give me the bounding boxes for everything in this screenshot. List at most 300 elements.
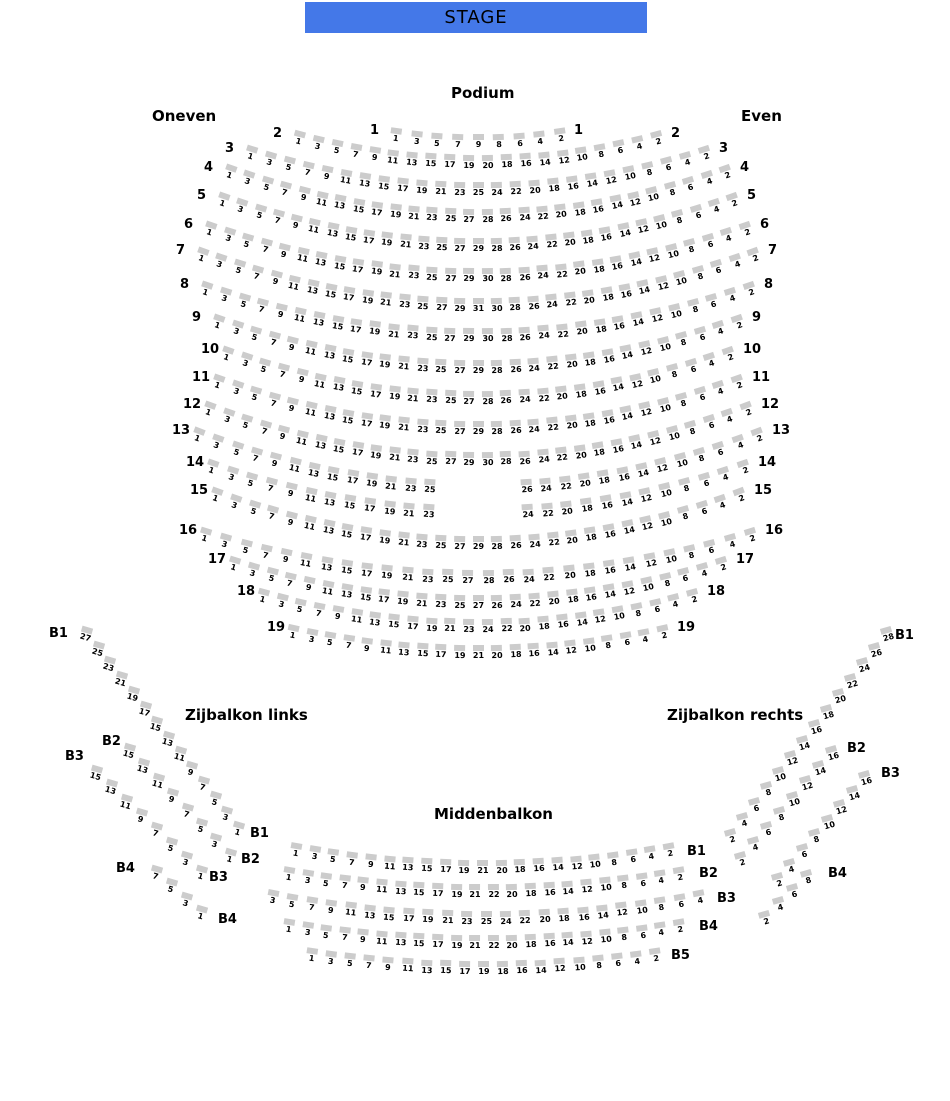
seat[interactable] bbox=[662, 181, 682, 202]
seat[interactable] bbox=[290, 307, 309, 327]
seat[interactable] bbox=[422, 479, 439, 497]
seat[interactable] bbox=[414, 357, 431, 375]
seat[interactable] bbox=[322, 899, 340, 918]
seat[interactable] bbox=[451, 595, 467, 612]
seat[interactable] bbox=[676, 476, 696, 497]
seat[interactable] bbox=[399, 958, 416, 976]
seat[interactable] bbox=[400, 857, 417, 875]
seat[interactable] bbox=[582, 586, 600, 605]
seat[interactable] bbox=[471, 645, 487, 662]
seat[interactable] bbox=[385, 323, 403, 342]
seat[interactable] bbox=[664, 424, 684, 445]
seat[interactable] bbox=[362, 853, 380, 872]
seat[interactable] bbox=[498, 451, 515, 469]
seat[interactable] bbox=[467, 884, 483, 901]
seat[interactable] bbox=[517, 326, 534, 344]
seat[interactable] bbox=[637, 486, 656, 506]
seat[interactable] bbox=[645, 429, 665, 449]
seat[interactable] bbox=[605, 851, 623, 870]
seat[interactable] bbox=[563, 414, 581, 433]
seat[interactable] bbox=[673, 330, 693, 351]
seat[interactable] bbox=[480, 328, 496, 345]
seat[interactable] bbox=[578, 879, 595, 897]
seat[interactable] bbox=[517, 617, 534, 635]
seat[interactable] bbox=[442, 154, 459, 172]
seat[interactable] bbox=[439, 910, 456, 928]
seat[interactable] bbox=[297, 552, 316, 572]
seat[interactable] bbox=[341, 952, 359, 971]
seat[interactable] bbox=[298, 869, 316, 888]
seat[interactable] bbox=[646, 368, 666, 388]
seat[interactable] bbox=[392, 880, 409, 898]
seat[interactable] bbox=[573, 320, 591, 339]
seat[interactable] bbox=[581, 637, 599, 656]
seat[interactable] bbox=[375, 175, 393, 194]
seat[interactable] bbox=[672, 451, 692, 472]
seat[interactable] bbox=[527, 179, 544, 197]
seat[interactable] bbox=[457, 961, 473, 978]
seat[interactable] bbox=[648, 129, 668, 150]
seat[interactable] bbox=[694, 561, 714, 582]
seat[interactable] bbox=[176, 891, 196, 912]
seat[interactable] bbox=[621, 165, 640, 185]
seat[interactable] bbox=[526, 418, 543, 436]
seat[interactable] bbox=[347, 318, 365, 337]
seat[interactable] bbox=[720, 345, 741, 366]
seat[interactable] bbox=[241, 471, 261, 492]
seat[interactable] bbox=[599, 408, 618, 428]
seat[interactable] bbox=[338, 523, 357, 543]
seat[interactable] bbox=[356, 172, 374, 191]
seat[interactable] bbox=[572, 444, 590, 463]
seat[interactable] bbox=[552, 127, 570, 146]
seat[interactable] bbox=[575, 906, 592, 924]
seat[interactable] bbox=[512, 859, 529, 877]
seat[interactable] bbox=[414, 533, 431, 551]
seat[interactable] bbox=[602, 168, 621, 188]
seat[interactable] bbox=[526, 357, 543, 375]
seat[interactable] bbox=[724, 191, 745, 212]
seat[interactable] bbox=[411, 882, 428, 900]
seat[interactable] bbox=[562, 639, 580, 658]
seat[interactable] bbox=[392, 932, 409, 950]
seat[interactable] bbox=[321, 490, 340, 510]
seat[interactable] bbox=[552, 203, 570, 222]
seat[interactable] bbox=[701, 413, 721, 434]
seat[interactable] bbox=[404, 616, 421, 634]
seat[interactable] bbox=[471, 360, 487, 377]
seat[interactable] bbox=[324, 465, 343, 485]
seat[interactable] bbox=[418, 858, 435, 876]
seat[interactable] bbox=[507, 297, 524, 315]
seat[interactable] bbox=[479, 911, 495, 928]
seat[interactable] bbox=[280, 866, 299, 885]
seat[interactable] bbox=[423, 617, 440, 635]
seat[interactable] bbox=[611, 139, 630, 159]
seat[interactable] bbox=[423, 153, 440, 171]
seat[interactable] bbox=[557, 475, 575, 494]
seat[interactable] bbox=[518, 479, 535, 497]
seat[interactable] bbox=[729, 433, 750, 454]
seat[interactable] bbox=[639, 160, 659, 180]
seat[interactable] bbox=[195, 526, 215, 547]
seat[interactable] bbox=[442, 390, 459, 408]
seat[interactable] bbox=[691, 446, 711, 467]
seat[interactable] bbox=[328, 314, 347, 333]
seat[interactable] bbox=[722, 532, 742, 553]
seat[interactable] bbox=[573, 611, 591, 630]
seat[interactable] bbox=[395, 531, 413, 550]
seat[interactable] bbox=[461, 268, 477, 285]
seat[interactable] bbox=[381, 500, 399, 519]
seat[interactable] bbox=[580, 289, 598, 308]
seat[interactable] bbox=[636, 340, 655, 360]
seat[interactable] bbox=[598, 494, 617, 513]
seat[interactable] bbox=[608, 254, 627, 274]
seat[interactable] bbox=[202, 458, 223, 479]
seat[interactable] bbox=[601, 583, 620, 602]
seat[interactable] bbox=[619, 519, 638, 539]
seat[interactable] bbox=[507, 237, 524, 255]
seat[interactable] bbox=[222, 465, 242, 486]
seat[interactable] bbox=[317, 924, 335, 943]
seat[interactable] bbox=[480, 268, 496, 285]
seat[interactable] bbox=[573, 146, 591, 165]
seat[interactable] bbox=[489, 182, 505, 199]
seat[interactable] bbox=[590, 441, 609, 460]
seat[interactable] bbox=[300, 575, 319, 595]
seat[interactable] bbox=[383, 475, 401, 494]
seat[interactable] bbox=[582, 526, 600, 545]
seat[interactable] bbox=[544, 356, 562, 374]
seat[interactable] bbox=[517, 153, 534, 171]
seat[interactable] bbox=[687, 203, 707, 224]
seat[interactable] bbox=[719, 407, 740, 428]
seat[interactable] bbox=[507, 420, 524, 438]
seat[interactable] bbox=[715, 465, 735, 486]
seat[interactable] bbox=[480, 155, 496, 172]
seat[interactable] bbox=[424, 207, 441, 225]
seat[interactable] bbox=[695, 471, 715, 492]
seat[interactable] bbox=[508, 181, 525, 199]
seat[interactable] bbox=[516, 207, 533, 225]
seat[interactable] bbox=[633, 899, 651, 918]
seat[interactable] bbox=[317, 165, 336, 185]
seat[interactable] bbox=[749, 426, 770, 448]
seat[interactable] bbox=[265, 451, 285, 472]
seat[interactable] bbox=[317, 872, 335, 891]
seat[interactable] bbox=[664, 363, 684, 384]
seat[interactable] bbox=[283, 624, 302, 644]
seat[interactable] bbox=[586, 853, 604, 872]
seat[interactable] bbox=[610, 605, 629, 625]
seat[interactable] bbox=[310, 601, 329, 621]
seat[interactable] bbox=[339, 348, 358, 367]
seat[interactable] bbox=[595, 469, 614, 488]
seat[interactable] bbox=[396, 294, 414, 312]
seat[interactable] bbox=[471, 298, 487, 315]
seat[interactable] bbox=[414, 643, 431, 661]
seat[interactable] bbox=[317, 556, 336, 575]
seat[interactable] bbox=[636, 400, 655, 420]
seat[interactable] bbox=[599, 634, 617, 653]
seat[interactable] bbox=[610, 314, 629, 333]
seat[interactable] bbox=[261, 476, 281, 497]
seat[interactable] bbox=[395, 416, 413, 435]
seat[interactable] bbox=[285, 457, 305, 477]
seat[interactable] bbox=[377, 639, 395, 658]
seat[interactable] bbox=[376, 529, 394, 548]
seat[interactable] bbox=[303, 947, 321, 966]
seat[interactable] bbox=[430, 883, 447, 901]
seat[interactable] bbox=[452, 645, 468, 662]
seat[interactable] bbox=[718, 226, 738, 247]
seat[interactable] bbox=[228, 820, 248, 841]
seat[interactable] bbox=[386, 385, 404, 404]
seat[interactable] bbox=[133, 757, 153, 778]
seat[interactable] bbox=[708, 258, 728, 279]
seat[interactable] bbox=[399, 567, 416, 585]
seat[interactable] bbox=[467, 935, 483, 952]
seat[interactable] bbox=[498, 327, 515, 345]
seat[interactable] bbox=[461, 452, 477, 469]
seat[interactable] bbox=[402, 477, 419, 495]
seat[interactable] bbox=[394, 591, 412, 609]
seat[interactable] bbox=[560, 880, 577, 898]
seat[interactable] bbox=[430, 934, 447, 952]
seat[interactable] bbox=[433, 359, 450, 377]
seat[interactable] bbox=[498, 154, 515, 172]
seat[interactable] bbox=[628, 601, 647, 621]
seat[interactable] bbox=[283, 892, 302, 912]
seat[interactable] bbox=[710, 440, 730, 461]
seat[interactable] bbox=[597, 877, 615, 896]
seat[interactable] bbox=[452, 360, 468, 377]
seat[interactable] bbox=[429, 132, 446, 150]
seat[interactable] bbox=[471, 421, 487, 438]
seat[interactable] bbox=[620, 579, 639, 599]
seat[interactable] bbox=[381, 855, 398, 873]
seat[interactable] bbox=[298, 921, 316, 940]
seat[interactable] bbox=[486, 935, 502, 952]
seat[interactable] bbox=[358, 351, 376, 370]
seat[interactable] bbox=[421, 504, 438, 522]
seat[interactable] bbox=[489, 360, 505, 377]
seat[interactable] bbox=[319, 579, 338, 599]
seat[interactable] bbox=[495, 961, 511, 978]
seat[interactable] bbox=[420, 909, 437, 927]
seat[interactable] bbox=[471, 536, 487, 553]
seat[interactable] bbox=[738, 400, 759, 422]
seat[interactable] bbox=[461, 391, 477, 408]
seat[interactable] bbox=[327, 139, 346, 159]
seat[interactable] bbox=[452, 238, 468, 255]
seat[interactable] bbox=[616, 282, 635, 302]
seat[interactable] bbox=[373, 879, 390, 897]
seat[interactable] bbox=[581, 562, 599, 581]
seat[interactable] bbox=[653, 274, 673, 294]
seat[interactable] bbox=[609, 952, 627, 971]
seat[interactable] bbox=[475, 860, 491, 877]
seat[interactable] bbox=[710, 379, 731, 400]
seat[interactable] bbox=[526, 643, 543, 661]
seat[interactable] bbox=[633, 218, 652, 238]
seat[interactable] bbox=[641, 552, 660, 572]
seat[interactable] bbox=[541, 567, 558, 585]
seat[interactable] bbox=[508, 535, 525, 553]
seat[interactable] bbox=[461, 328, 477, 345]
seat[interactable] bbox=[742, 526, 762, 547]
seat[interactable] bbox=[536, 909, 553, 927]
seat[interactable] bbox=[690, 264, 710, 285]
seat[interactable] bbox=[579, 229, 597, 248]
seat[interactable] bbox=[471, 238, 487, 255]
seat[interactable] bbox=[303, 896, 321, 915]
seat[interactable] bbox=[693, 499, 713, 520]
seat[interactable] bbox=[301, 340, 320, 360]
seat[interactable] bbox=[289, 129, 309, 150]
seat[interactable] bbox=[413, 592, 430, 610]
seat[interactable] bbox=[424, 266, 441, 284]
seat[interactable] bbox=[405, 387, 422, 405]
seat[interactable] bbox=[264, 889, 283, 909]
seat[interactable] bbox=[480, 619, 496, 636]
seat[interactable] bbox=[629, 311, 648, 331]
seat[interactable] bbox=[590, 380, 609, 399]
seat[interactable] bbox=[666, 302, 686, 322]
seat[interactable] bbox=[341, 494, 360, 513]
seat[interactable] bbox=[535, 265, 552, 283]
seat[interactable] bbox=[609, 376, 628, 396]
seat[interactable] bbox=[702, 538, 722, 559]
seat[interactable] bbox=[525, 235, 542, 253]
seat[interactable] bbox=[669, 208, 689, 229]
seat[interactable] bbox=[701, 351, 721, 372]
seat[interactable] bbox=[504, 934, 520, 951]
seat[interactable] bbox=[671, 866, 690, 885]
seat[interactable] bbox=[387, 127, 405, 146]
seat[interactable] bbox=[571, 956, 588, 974]
seat[interactable] bbox=[324, 848, 342, 867]
seat[interactable] bbox=[363, 472, 381, 491]
seat[interactable] bbox=[411, 933, 428, 951]
seat[interactable] bbox=[312, 251, 331, 271]
seat[interactable] bbox=[423, 389, 440, 407]
seat[interactable] bbox=[583, 172, 601, 191]
seat[interactable] bbox=[459, 911, 475, 928]
seat[interactable] bbox=[545, 591, 563, 609]
seat[interactable] bbox=[498, 208, 515, 226]
seat[interactable] bbox=[321, 631, 340, 650]
seat[interactable] bbox=[526, 533, 543, 551]
seat[interactable] bbox=[545, 531, 563, 550]
seat[interactable] bbox=[545, 177, 563, 196]
seat[interactable] bbox=[635, 279, 654, 299]
seat[interactable] bbox=[628, 950, 646, 969]
seat[interactable] bbox=[652, 869, 670, 888]
seat[interactable] bbox=[599, 348, 618, 367]
seat[interactable] bbox=[376, 588, 394, 607]
seat[interactable] bbox=[287, 842, 306, 862]
seat[interactable] bbox=[539, 502, 556, 520]
seat[interactable] bbox=[741, 280, 762, 301]
seat[interactable] bbox=[376, 353, 394, 372]
seat[interactable] bbox=[654, 624, 673, 644]
seat[interactable] bbox=[450, 133, 467, 151]
seat[interactable] bbox=[737, 220, 758, 241]
seat[interactable] bbox=[729, 373, 750, 394]
seat[interactable] bbox=[378, 231, 396, 250]
seat[interactable] bbox=[563, 353, 581, 372]
seat[interactable] bbox=[590, 258, 608, 277]
seat[interactable] bbox=[680, 175, 700, 196]
seat[interactable] bbox=[554, 614, 572, 633]
seat[interactable] bbox=[615, 926, 633, 945]
seat[interactable] bbox=[692, 385, 712, 406]
seat[interactable] bbox=[562, 292, 580, 311]
seat[interactable] bbox=[161, 877, 181, 898]
seat[interactable] bbox=[423, 326, 440, 344]
seat[interactable] bbox=[415, 235, 432, 253]
seat[interactable] bbox=[452, 298, 468, 315]
seat[interactable] bbox=[379, 565, 397, 584]
seat[interactable] bbox=[682, 419, 702, 440]
seat[interactable] bbox=[366, 320, 384, 339]
seat[interactable] bbox=[798, 868, 818, 889]
seat[interactable] bbox=[489, 298, 505, 315]
seat[interactable] bbox=[560, 932, 577, 950]
seat[interactable] bbox=[489, 595, 505, 612]
seat[interactable] bbox=[101, 778, 121, 799]
seat[interactable] bbox=[380, 956, 397, 974]
seat[interactable] bbox=[706, 197, 726, 218]
seat[interactable] bbox=[205, 832, 225, 853]
seat[interactable] bbox=[361, 904, 379, 923]
seat[interactable] bbox=[476, 961, 492, 978]
seat[interactable] bbox=[404, 151, 422, 169]
seat[interactable] bbox=[552, 958, 569, 976]
seat[interactable] bbox=[713, 555, 733, 576]
seat[interactable] bbox=[526, 592, 543, 610]
seat[interactable] bbox=[322, 950, 340, 969]
seat[interactable] bbox=[432, 594, 449, 612]
seat[interactable] bbox=[537, 477, 554, 495]
seat[interactable] bbox=[507, 359, 524, 377]
seat[interactable] bbox=[652, 896, 670, 915]
seat[interactable] bbox=[304, 461, 323, 481]
seat[interactable] bbox=[498, 390, 515, 408]
seat[interactable] bbox=[338, 559, 356, 578]
seat[interactable] bbox=[652, 457, 672, 477]
seat[interactable] bbox=[161, 836, 181, 857]
seat[interactable] bbox=[531, 858, 548, 876]
seat[interactable] bbox=[656, 482, 676, 502]
seat[interactable] bbox=[576, 472, 594, 491]
seat[interactable] bbox=[541, 882, 558, 900]
seat[interactable] bbox=[597, 225, 616, 245]
seat[interactable] bbox=[298, 160, 318, 180]
seat[interactable] bbox=[677, 150, 697, 171]
seat[interactable] bbox=[489, 645, 505, 662]
seat[interactable] bbox=[373, 930, 390, 948]
seat[interactable] bbox=[309, 311, 328, 331]
seat[interactable] bbox=[220, 847, 240, 868]
seat[interactable] bbox=[418, 959, 435, 977]
seat[interactable] bbox=[698, 169, 719, 190]
seat[interactable] bbox=[343, 469, 362, 488]
seat[interactable] bbox=[177, 802, 197, 823]
seat[interactable] bbox=[486, 884, 502, 901]
